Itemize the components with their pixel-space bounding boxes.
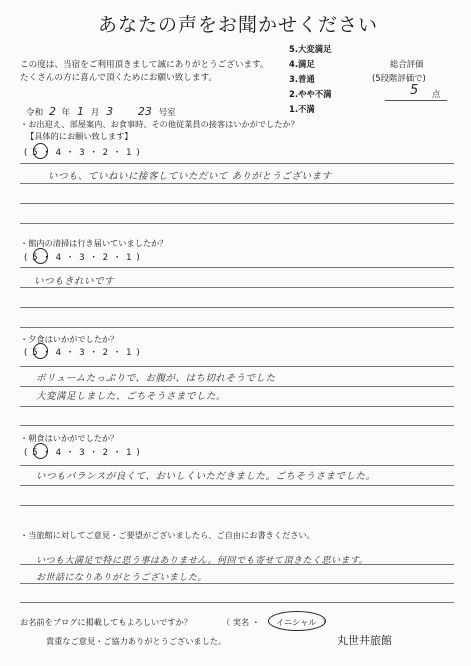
answer-line (20, 366, 454, 367)
rating-legend-5: 5.大変満足 (289, 44, 332, 54)
inn-name: 丸世井旅館 (337, 634, 392, 647)
answer-line (20, 583, 454, 584)
rating-legend-3: 3.普通 (289, 74, 315, 84)
answer-line (20, 485, 454, 486)
overall-underline (385, 100, 447, 101)
blog-option-real-name: （ 実名 ・ (222, 617, 260, 627)
answer-line (20, 602, 454, 603)
question-3-answer-line-2: 大変満足しました、ごちそうさまでした。 (36, 391, 227, 402)
thanks-text: 貴重なご意見・ご協力ありがとうございました。 (46, 636, 227, 646)
answer-line (20, 203, 454, 204)
question-1-text: ・お出迎え、部屋案内、お食事時、その他従業員の接客はいかがでしたか？ (20, 119, 299, 129)
blog-initial-selected-circle (268, 611, 326, 631)
question-3-scale: ( 5 ・ 4 ・ 3 ・ 2 ・ 1 ) (24, 348, 141, 358)
question-3-selected-circle (33, 343, 48, 359)
question-4-text: ・朝食はいかがでしたか？ (20, 433, 119, 443)
answer-line (20, 307, 454, 308)
question-2-selected-circle (33, 248, 48, 264)
date-month: 1 (77, 105, 85, 118)
date-room: 23 (137, 105, 152, 118)
answer-line (20, 287, 454, 288)
blog-option-initial: イニシャル (276, 617, 317, 627)
answer-line (20, 465, 454, 466)
answer-line (20, 386, 454, 387)
blog-option-close: ） (322, 617, 331, 627)
overall-label: 総合評価 (390, 59, 424, 69)
free-comment-answer-line-2: お世話になりありがとうございました。 (36, 573, 208, 583)
question-1-sub: 【具体的にお願い致します】 (26, 131, 133, 141)
question-2-answer: いつもきれいです (34, 276, 115, 287)
question-2-scale: ( 5 ・ 4 ・ 3 ・ 2 ・ 1 ) (24, 253, 141, 263)
question-1-scale: ( 5 ・ 4 ・ 3 ・ 2 ・ 1 ) (24, 148, 141, 158)
question-2-text: ・館内の清掃は行き届いていましたか？ (20, 238, 168, 248)
rating-legend-4: 4.満足 (289, 59, 315, 69)
answer-line (20, 406, 454, 407)
question-3-answer-line-1: ボリュームたっぷりで、お腹が、はち切れそうでした (36, 373, 276, 384)
date-year-unit: 年 (61, 108, 71, 118)
overall-sub: (5段階評価で) (372, 73, 426, 83)
overall-unit: 点 (432, 89, 441, 99)
date-line (26, 105, 176, 118)
date-day: 3 (106, 105, 114, 118)
intro-line-1: この度は、当宿をご利用頂きまして誠にありがとうございます。 (20, 60, 269, 70)
free-comment-text: ・当旅館に対してご意見・ご要望がございましたら、ご自由にお書きください。 (20, 530, 315, 540)
rating-legend-2: 2.やや不満 (289, 89, 332, 99)
date-month-unit: 月 (90, 108, 100, 118)
date-era: 令和 (26, 108, 44, 118)
answer-line (20, 163, 454, 164)
question-1-answer: いつも、ていねいに接客していただいて ありがとうございます (48, 171, 332, 182)
question-1-selected-circle (33, 143, 48, 159)
date-year: 2 (48, 105, 56, 118)
answer-line (20, 267, 454, 268)
question-4-selected-circle (33, 443, 48, 459)
answer-line (20, 425, 454, 426)
rating-legend-1: 1.不満 (289, 104, 315, 114)
answer-line (20, 505, 454, 506)
answer-line (20, 327, 454, 328)
date-room-unit: 号室 (158, 108, 176, 118)
question-4-answer: いつもバランスが良くて、おいしくいただきました。ごちそうさまでした。 (36, 471, 376, 482)
question-4-scale: ( 5 ・ 4 ・ 3 ・ 2 ・ 1 ) (24, 448, 141, 458)
page-title: あなたの声をお聞かせください (98, 14, 379, 36)
intro-line-2: たくさんの方に喜んで頂くためにお願い致します。 (20, 73, 217, 83)
blog-permission-text: お名前をブログに掲載してもよろしいですか？ (20, 617, 192, 627)
answer-line (20, 223, 454, 224)
overall-value: 5 (410, 83, 419, 98)
free-comment-answer-line-1: いつも大満足で特に思う事はありません。何回でも寄せて頂きたく思います。 (36, 556, 369, 566)
answer-line (20, 183, 454, 184)
question-3-text: ・夕食はいかがでしたか？ (20, 334, 119, 344)
